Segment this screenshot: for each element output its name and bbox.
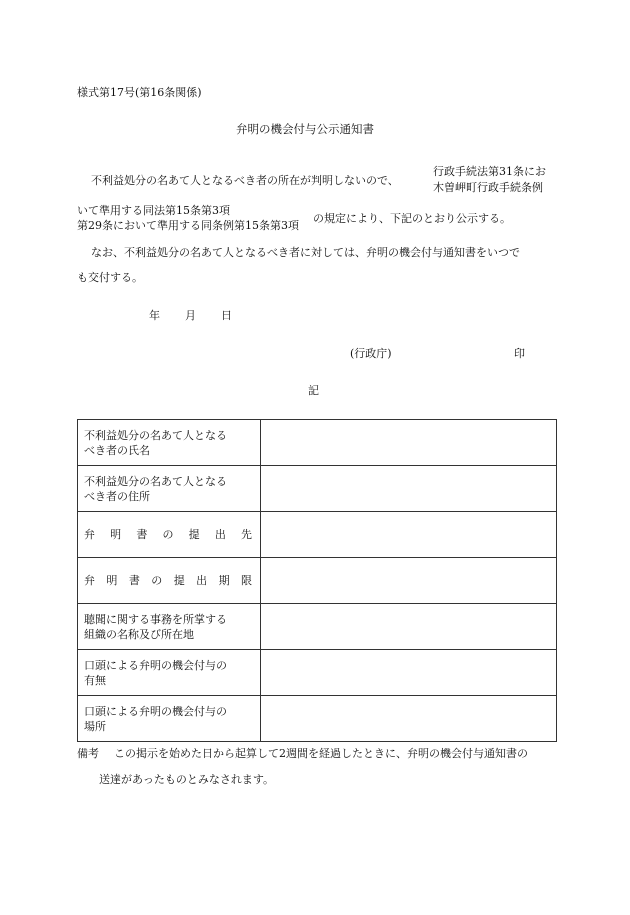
table-row (78, 650, 557, 696)
row-label-address (78, 466, 261, 512)
date-day: 日 (221, 309, 232, 322)
table-row (78, 558, 557, 604)
row-label-line: 組織の名称及び所在地 (84, 627, 194, 641)
remarks-line1: この掲示を始めた日から起算して2週間を経過したときに、弁明の機会付与通知書の (114, 747, 528, 760)
row-label-deadline: 弁明書の提出期限 (78, 558, 261, 604)
row-label-line: 有無 (84, 673, 106, 687)
authority-label: (行政庁) (350, 347, 392, 360)
para1-tail: の規定により、下記のとおり公示する。 (313, 212, 511, 225)
table-row (78, 696, 557, 742)
row-label-oral-place (78, 696, 261, 742)
row-label-oral-availability (78, 650, 261, 696)
row-value-submit-to[interactable] (261, 512, 557, 558)
row-value-office[interactable] (261, 604, 557, 650)
date-month: 月 (185, 309, 196, 322)
para1-cont-a: いて準用する同法第15条第3項 (77, 204, 230, 217)
table-row (78, 512, 557, 558)
row-label-line: べき者の住所 (84, 489, 150, 503)
row-value-oral-availability[interactable] (261, 650, 557, 696)
para2-line1: なお、不利益処分の名あて人となるべき者に対しては、弁明の機会付与通知書をいつで (91, 246, 520, 259)
para1-alt-a: 行政手続法第31条にお (433, 165, 546, 178)
row-value-name[interactable] (261, 420, 557, 466)
row-label-line: べき者の氏名 (84, 443, 150, 457)
seal-mark: 印 (514, 347, 525, 360)
row-value-address[interactable] (261, 466, 557, 512)
row-label-line: 口頭による弁明の機会付与の (84, 658, 227, 672)
date-year: 年 (149, 309, 160, 322)
table-row (78, 604, 557, 650)
para1-cont-b: 第29条において準用する同条例第15条第3項 (77, 219, 299, 232)
row-label-line: 聴聞に関する事務を所掌する (84, 612, 227, 626)
row-label-line: 不利益処分の名あて人となる (84, 474, 227, 488)
row-label-name (78, 420, 261, 466)
row-value-deadline[interactable] (261, 558, 557, 604)
para2-line2: も交付する。 (77, 271, 143, 284)
row-label-office (78, 604, 261, 650)
form-number: 様式第17号(第16条関係) (77, 86, 202, 99)
row-label-submit-to: 弁明書の提出先 (78, 512, 261, 558)
row-label-line: 口頭による弁明の機会付与の (84, 704, 227, 718)
table-row (78, 466, 557, 512)
para1-alt-b: 木曽岬町行政手続条例 (433, 181, 543, 194)
remarks-label: 備考 (77, 747, 99, 760)
para1-lead: 不利益処分の名あて人となるべき者の所在が判明しないので、 (91, 174, 399, 187)
row-label-line: 場所 (84, 719, 106, 733)
ki-heading: 記 (308, 384, 319, 397)
row-value-oral-place[interactable] (261, 696, 557, 742)
remarks-line2: 送達があったものとみなされます。 (99, 773, 275, 786)
document-title: 弁明の機会付与公示通知書 (236, 122, 374, 136)
row-label-line: 不利益処分の名あて人となる (84, 428, 227, 442)
notice-table (77, 419, 557, 742)
table-row (78, 420, 557, 466)
